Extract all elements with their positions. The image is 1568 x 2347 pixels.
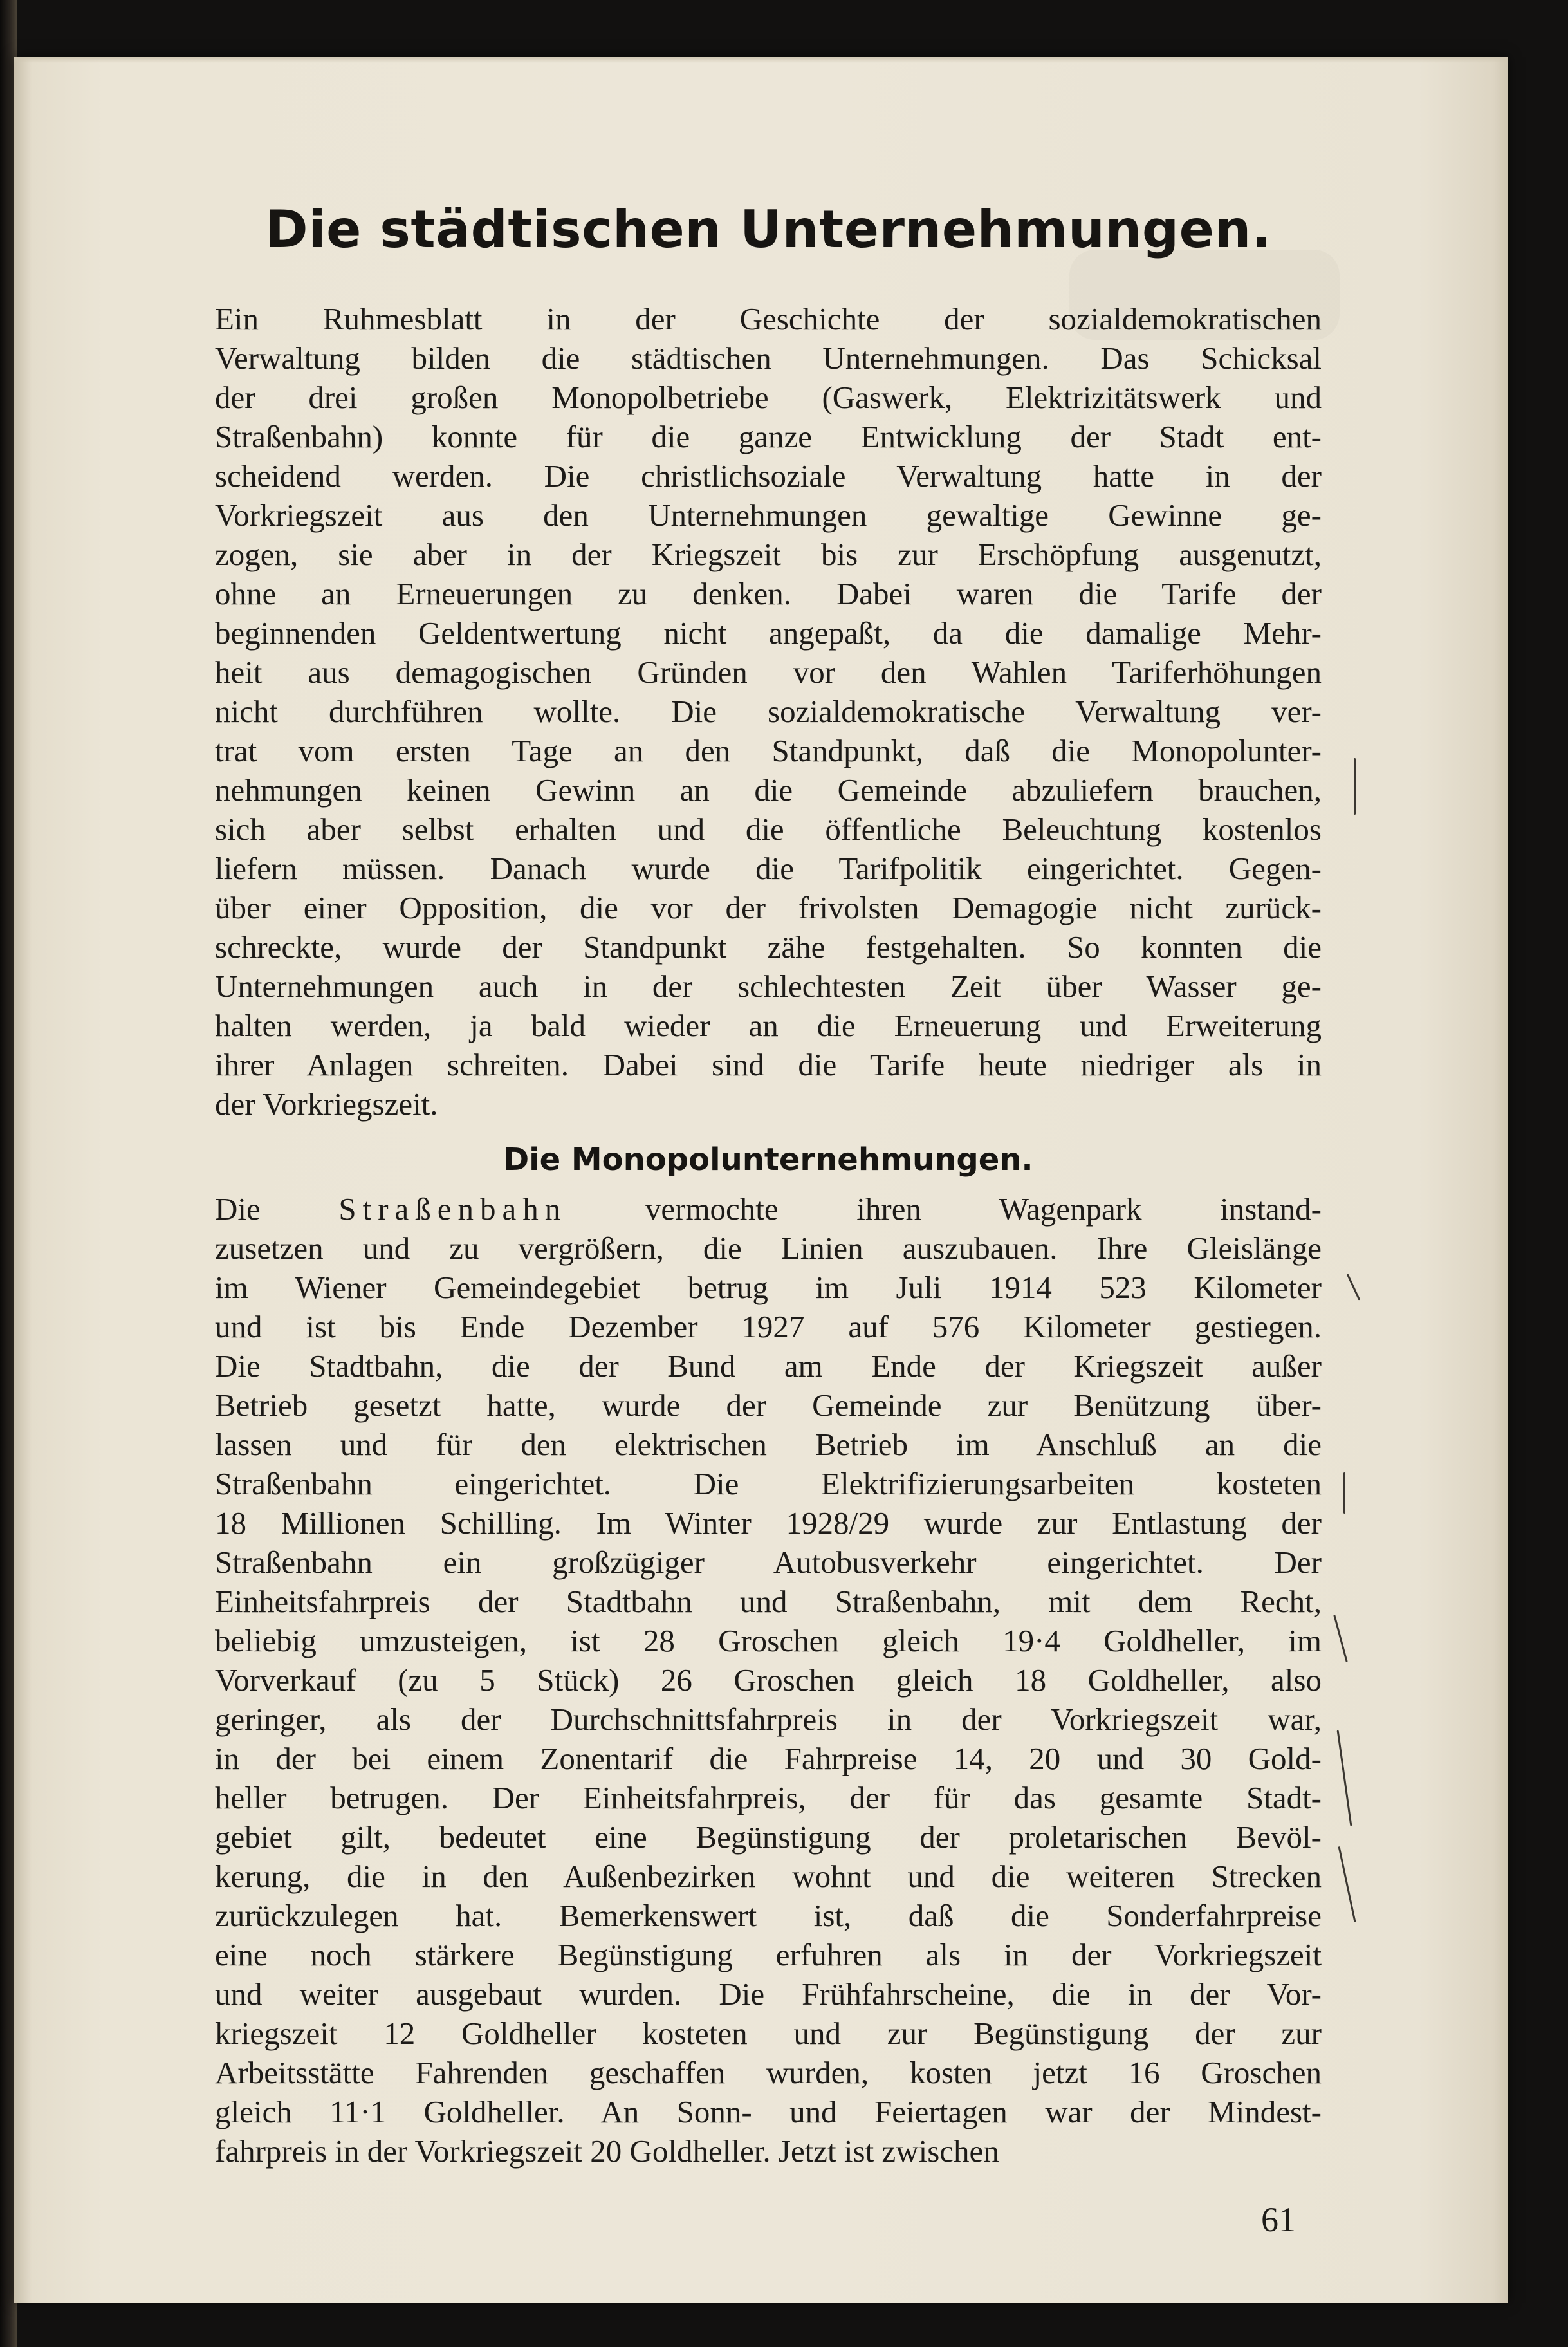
paragraph-line: ihrer Anlagen schreiten. Dabei sind die Tarife heute niedriger als in	[215, 1047, 1322, 1082]
section-heading: Die Monopolunternehmungen.	[503, 1142, 1033, 1178]
paragraph-line: gebiet gilt, bedeutet eine Begünstigung der proletarischen Bevöl-	[215, 1819, 1322, 1855]
paragraph-line: Straßenbahn) konnte für die ganze Entwicklung der Stadt ent-	[215, 419, 1322, 454]
paragraph-line: zogen, sie aber in der Kriegszeit bis zur Erschöpfung ausgenutzt,	[215, 537, 1322, 572]
paragraph-line: Vorkriegszeit aus den Unternehmungen gewaltige Gewinne ge-	[215, 497, 1322, 533]
paragraph-line: heit aus demagogischen Gründen vor den Wahlen Tariferhöhungen	[215, 654, 1322, 690]
margin-pencil-mark	[1338, 1846, 1356, 1922]
margin-pencil-mark	[1337, 1730, 1352, 1826]
paragraph-line: beliebig umzusteigen, ist 28 Groschen gleich 19·4 Goldheller, im	[215, 1623, 1322, 1658]
paragraph-line: Arbeitsstätte Fahrenden geschaffen wurden, kosten jetzt 16 Groschen	[215, 2055, 1322, 2090]
line-rest: vermochte ihren Wagenpark instand-	[645, 1191, 1322, 1227]
paragraph-intro	[215, 299, 1322, 1124]
paragraph-line: gleich 11·1 Goldheller. An Sonn- und Feiertagen war der Mindest-	[215, 2094, 1322, 2129]
paragraph-line: Straßenbahn ein großzügiger Autobusverkehr eingerichtet. Der	[215, 1545, 1322, 1580]
line-prefix: Die	[215, 1191, 261, 1227]
paragraph-line: Die Stadtbahn, die der Bund am Ende der Kriegszeit außer	[215, 1348, 1322, 1384]
margin-pencil-mark	[1354, 758, 1356, 815]
paragraph-line: geringer, als der Durchschnittsfahrpreis in der Vorkriegszeit war,	[215, 1702, 1322, 1737]
paragraph-line: schreckte, wurde der Standpunkt zähe festgehalten. So konnten die	[215, 929, 1322, 965]
paragraph-line: Betrieb gesetzt hatte, wurde der Gemeinde zur Benützung über-	[215, 1387, 1322, 1423]
paragraph-line: zusetzen und zu vergrößern, die Linien auszubauen. Ihre Gleislänge	[215, 1230, 1322, 1266]
paragraph-line: 18 Millionen Schilling. Im Winter 1928/29 wurde zur Entlastung der	[215, 1505, 1322, 1541]
paragraph-line	[215, 1189, 1322, 1229]
paragraph-line: der drei großen Monopolbetriebe (Gaswerk, Elektrizitätswerk und	[215, 380, 1322, 415]
paragraph-line: und ist bis Ende Dezember 1927 auf 576 Kilometer gestiegen.	[215, 1309, 1322, 1344]
paragraph-monopoly	[215, 1189, 1322, 2171]
paragraph-line: der Vorkriegszeit.	[215, 1086, 438, 1122]
paragraph-line: Straßenbahn eingerichtet. Die Elektrifizierungsarbeiten kosteten	[215, 1466, 1322, 1501]
paragraph-line: Unternehmungen auch in der schlechtesten Zeit über Wasser ge-	[215, 969, 1322, 1004]
paragraph-line: nicht durchführen wollte. Die sozialdemokratische Verwaltung ver-	[215, 694, 1322, 729]
paragraph-line: beginnenden Geldentwertung nicht angepaßt, da die damalige Mehr-	[215, 615, 1322, 651]
paragraph-line: über einer Opposition, die vor der frivolsten Demagogie nicht zurück-	[215, 890, 1322, 925]
book-page	[14, 57, 1508, 2303]
paragraph-line: Ein Ruhmesblatt in der Geschichte der sozialdemokratischen	[215, 301, 1322, 337]
paragraph-line: kriegszeit 12 Goldheller kosteten und zur Begünstigung der zur	[215, 2016, 1322, 2051]
paragraph-line: Vorverkauf (zu 5 Stück) 26 Groschen gleich 18 Goldheller, also	[215, 1662, 1322, 1698]
paragraph-line: sich aber selbst erhalten und die öffentliche Beleuchtung kostenlos	[215, 812, 1322, 847]
paragraph-line: heller betrugen. Der Einheitsfahrpreis, der für das gesamte Stadt-	[215, 1780, 1322, 1815]
paragraph-line: halten werden, ja bald wieder an die Erneuerung und Erweiterung	[215, 1008, 1322, 1043]
text-block	[215, 199, 1322, 2171]
page-number: 61	[1261, 2200, 1296, 2239]
paragraph-line: lassen und für den elektrischen Betrieb im Anschluß an die	[215, 1427, 1322, 1462]
paragraph-line: scheidend werden. Die christlichsoziale Verwaltung hatte in der	[215, 458, 1322, 494]
paragraph-line: und weiter ausgebaut wurden. Die Frühfahrscheine, die in der Vor-	[215, 1976, 1322, 2012]
paragraph-line: im Wiener Gemeindegebiet betrug im Juli 1914 523 Kilometer	[215, 1270, 1322, 1305]
paragraph-line: liefern müssen. Danach wurde die Tarifpolitik eingerichtet. Gegen-	[215, 851, 1322, 886]
margin-pencil-mark	[1333, 1615, 1348, 1662]
paragraph-line: zurückzulegen hat. Bemerkenswert ist, daß die Sonderfahrpreise	[215, 1898, 1322, 1933]
paragraph-line: Einheitsfahrpreis der Stadtbahn und Straßenbahn, mit dem Recht,	[215, 1584, 1322, 1619]
paragraph-line: ohne an Erneuerungen zu denken. Dabei waren die Tarife der	[215, 576, 1322, 611]
paragraph-line: Verwaltung bilden die städtischen Unternehmungen. Das Schicksal	[215, 340, 1322, 376]
paragraph-line: in der bei einem Zonentarif die Fahrpreise 14, 20 und 30 Gold-	[215, 1741, 1322, 1776]
paragraph-line: trat vom ersten Tage an den Standpunkt, daß die Monopolunter-	[215, 733, 1322, 768]
page-top-edge	[14, 57, 1508, 63]
paragraph-line: kerung, die in den Außenbezirken wohnt und die weiteren Strecken	[215, 1859, 1322, 1894]
paragraph-line: eine noch stärkere Begünstigung erfuhren als in der Vorkriegszeit	[215, 1937, 1322, 1972]
margin-pencil-mark	[1347, 1274, 1360, 1300]
paragraph-line: nehmungen keinen Gewinn an die Gemeinde abzuliefern brauchen,	[215, 772, 1322, 808]
page-title: Die städtischen Unternehmungen.	[265, 199, 1271, 259]
paragraph-line: fahrpreis in der Vorkriegszeit 20 Goldheller. Jetzt ist zwischen	[215, 2133, 999, 2169]
margin-pencil-mark	[1343, 1472, 1345, 1514]
emphasized-word: Straßenbahn	[338, 1191, 567, 1227]
